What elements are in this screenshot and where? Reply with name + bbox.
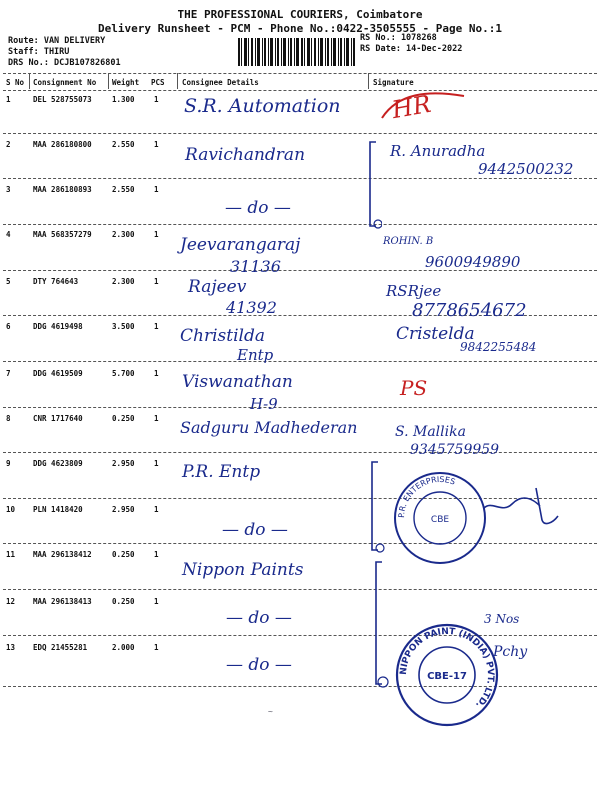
row-consignment-no: PLN 1418420 <box>33 505 83 514</box>
consignee-handwriting: Viswanathan <box>182 372 293 392</box>
row-consignment-no: DDG 4623809 <box>33 459 83 468</box>
consignee-handwriting: Jeevarangaraj <box>180 235 301 255</box>
row-sno: 12 <box>6 597 16 606</box>
row-consignment-no: MAA 296138413 <box>33 597 92 606</box>
row-pcs: 1 <box>154 230 159 239</box>
signature-phone: 8778654672 <box>412 300 527 321</box>
row-weight: 2.000 <box>112 643 135 652</box>
stray-mark: ~ <box>268 707 273 716</box>
row-consignment-no: CNR 1717640 <box>33 414 83 423</box>
row-consignment-no: MAA 296138412 <box>33 550 92 559</box>
row-separator <box>3 543 597 544</box>
consignee-handwriting-line2: H-9 <box>250 395 278 413</box>
signature-count: 3 Nos <box>484 612 520 626</box>
signature-name: R. Anuradha <box>390 142 486 160</box>
row-consignment-no: DTY 764643 <box>33 277 79 286</box>
row-weight: 2.300 <box>112 230 135 239</box>
row-separator <box>3 407 597 408</box>
consignee-handwriting: — do — <box>225 198 291 218</box>
row-sno: 4 <box>6 230 11 239</box>
row-sno: 9 <box>6 459 11 468</box>
row-sno: 11 <box>6 550 16 559</box>
col-signature: Signature <box>373 78 414 87</box>
row-separator <box>3 589 597 590</box>
row-separator <box>3 361 597 362</box>
row-weight: 0.250 <box>112 597 135 606</box>
staff-label: Staff: THIRU <box>8 47 70 57</box>
row-weight: 2.950 <box>112 459 135 468</box>
bracket-mark <box>370 560 390 690</box>
signature-scribble <box>378 88 468 128</box>
row-sno: 2 <box>6 140 11 149</box>
rs-date: RS Date: 14-Dec-2022 <box>360 44 463 54</box>
consignee-handwriting: Rajeev <box>188 277 247 297</box>
row-separator <box>3 224 597 225</box>
bracket-mark <box>366 460 386 555</box>
pr-signature-scribble <box>482 480 562 530</box>
svg-text:NIPPON PAINT (INDIA) PVT. LTD.: NIPPON PAINT (INDIA) PVT. LTD. <box>398 626 496 710</box>
row-consignment-no: MAA 286180800 <box>33 140 92 149</box>
consignee-handwriting: — do — <box>226 608 292 628</box>
row-sno: 13 <box>6 643 16 652</box>
col-consignment: Consignment No <box>33 78 97 87</box>
row-sno: 10 <box>6 505 16 514</box>
col-weight: Weight <box>112 78 140 87</box>
row-separator <box>3 686 597 687</box>
consignee-handwriting-line2: 41392 <box>226 298 277 317</box>
consignee-handwriting: S.R. Automation <box>184 95 341 117</box>
row-sno: 8 <box>6 414 11 423</box>
row-weight: 3.500 <box>112 322 135 331</box>
col-divider <box>108 73 109 89</box>
signature-name: S. Mallika <box>395 424 466 440</box>
consignee-handwriting: Sadguru Madhederan <box>180 418 358 437</box>
consignee-handwriting-line2: Entp <box>237 346 274 364</box>
col-divider <box>368 73 369 89</box>
row-pcs: 1 <box>154 414 159 423</box>
col-pcs: PCS <box>151 78 165 87</box>
runsheet-title: Delivery Runsheet - PCM - Phone No.:0422-3505555 - Page No.:1 <box>98 22 502 35</box>
consignee-handwriting: Nippon Paints <box>182 560 304 580</box>
row-separator <box>3 133 597 134</box>
consignee-handwriting-line2: 31136 <box>230 257 281 276</box>
signature-phone: 9442500232 <box>478 160 574 178</box>
signature-name: Pchy <box>493 644 528 660</box>
row-sno: 5 <box>6 277 11 286</box>
row-pcs: 1 <box>154 550 159 559</box>
consignee-handwriting: Christilda <box>180 326 265 346</box>
barcode-image <box>238 38 355 66</box>
row-weight: 1.300 <box>112 95 135 104</box>
row-separator <box>3 452 597 453</box>
consignee-handwriting: Ravichandran <box>185 145 306 165</box>
row-consignment-no: MAA 286180893 <box>33 185 92 194</box>
consignee-handwriting: P.R. Entp <box>182 462 261 482</box>
signature-name: RSRjee <box>386 282 442 300</box>
row-pcs: 1 <box>154 597 159 606</box>
signature-name: ROHIN. B <box>383 236 434 247</box>
table-header-rule <box>3 90 597 91</box>
row-weight: 0.250 <box>112 550 135 559</box>
consignee-handwriting: — do — <box>226 655 292 675</box>
row-weight: 5.700 <box>112 369 135 378</box>
rs-number: RS No.: 1078268 <box>360 33 437 43</box>
row-sno: 6 <box>6 322 11 331</box>
col-consignee: Consignee Details <box>182 78 259 87</box>
nippon-stamp <box>392 620 502 730</box>
row-pcs: 1 <box>154 369 159 378</box>
pr-enterprises-stamp <box>390 468 490 568</box>
row-sno: 7 <box>6 369 11 378</box>
signature-name: Cristelda <box>396 324 475 344</box>
signature-ps: PS <box>400 376 428 400</box>
row-pcs: 1 <box>154 322 159 331</box>
signature-hr: HR <box>389 89 434 125</box>
consignee-handwriting: — do — <box>222 520 288 540</box>
col-sno: S No <box>6 78 25 87</box>
row-consignment-no: DDG 4619498 <box>33 322 83 331</box>
row-weight: 2.950 <box>112 505 135 514</box>
row-separator <box>3 635 597 636</box>
row-pcs: 1 <box>154 277 159 286</box>
row-weight: 2.300 <box>112 277 135 286</box>
row-consignment-no: DDG 4619509 <box>33 369 83 378</box>
row-weight: 2.550 <box>112 140 135 149</box>
svg-text:P.R. ENTERPRISES: P.R. ENTERPRISES <box>396 474 457 519</box>
bracket-mark <box>366 140 382 230</box>
svg-text:CBE: CBE <box>430 515 450 525</box>
row-sno: 1 <box>6 95 11 104</box>
row-pcs: 1 <box>154 95 159 104</box>
company-name: THE PROFESSIONAL COURIERS, Coimbatore <box>177 8 423 21</box>
table-top-rule <box>3 73 597 74</box>
row-pcs: 1 <box>154 140 159 149</box>
row-pcs: 1 <box>154 459 159 468</box>
row-consignment-no: EDQ 21455281 <box>33 643 88 652</box>
col-divider <box>29 73 30 89</box>
row-weight: 0.250 <box>112 414 135 423</box>
signature-phone: 9600949890 <box>425 253 521 271</box>
signature-phone: 9842255484 <box>460 340 537 354</box>
row-pcs: 1 <box>154 643 159 652</box>
svg-text:CBE-17: CBE-17 <box>427 671 467 682</box>
row-pcs: 1 <box>154 185 159 194</box>
row-sno: 3 <box>6 185 11 194</box>
row-separator <box>3 178 597 179</box>
col-divider <box>177 73 178 89</box>
drs-number: DRS No.: DCJB107826801 <box>8 58 121 68</box>
row-pcs: 1 <box>154 505 159 514</box>
signature-phone: 9345759959 <box>410 442 500 458</box>
route-label: Route: VAN DELIVERY <box>8 36 106 46</box>
row-consignment-no: MAA 568357279 <box>33 230 92 239</box>
row-consignment-no: DEL 528755073 <box>33 95 92 104</box>
row-weight: 2.550 <box>112 185 135 194</box>
